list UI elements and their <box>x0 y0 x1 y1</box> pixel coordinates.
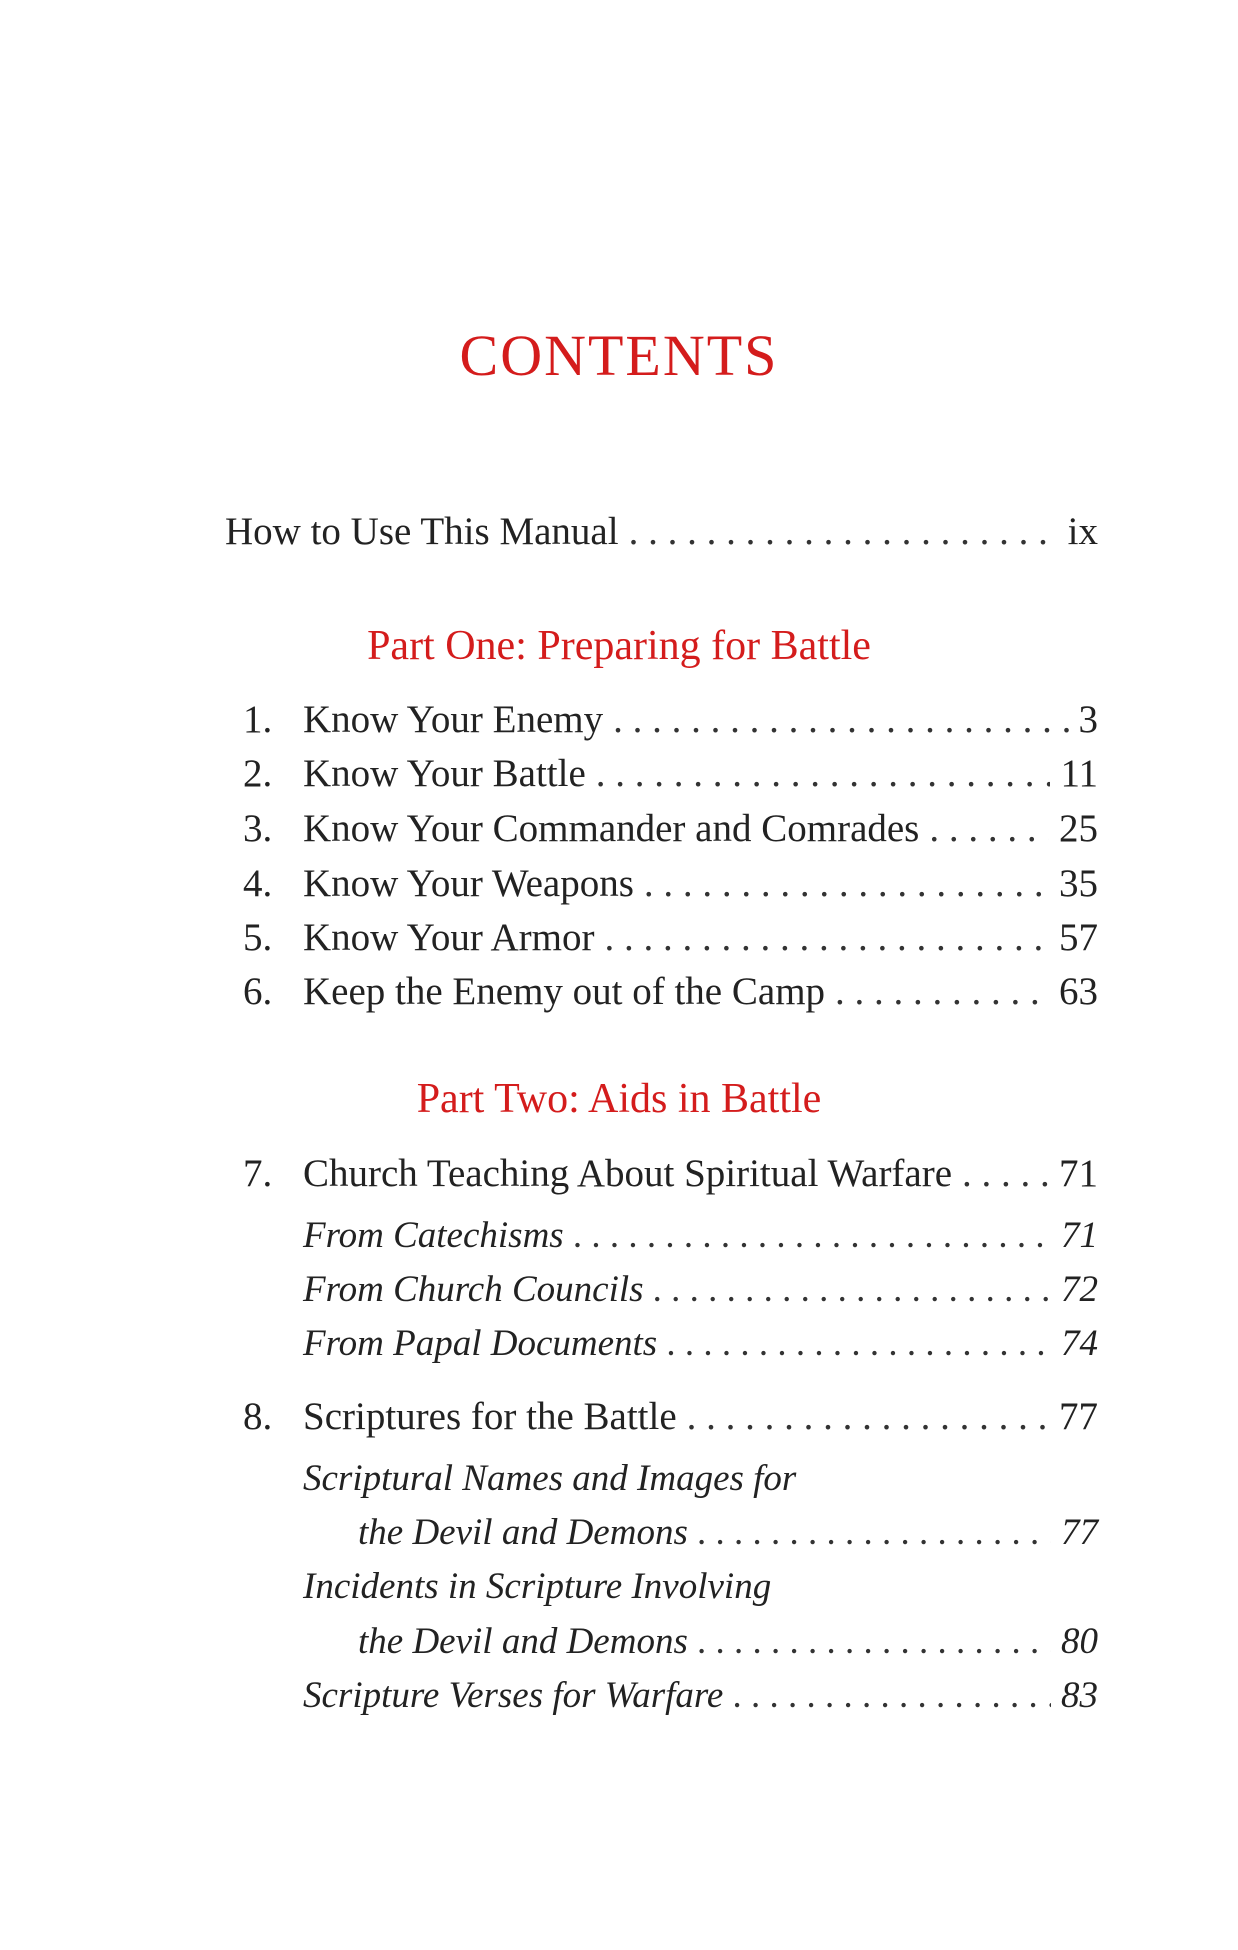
toc-page-number: 80 <box>1061 1621 1098 1662</box>
leader-dots <box>644 860 1049 908</box>
toc-chapter-2[interactable] <box>243 750 1098 798</box>
toc-entry-label: Know Your Commander and Comrades <box>303 807 920 850</box>
toc-entry-label: From Church Councils <box>303 1269 644 1310</box>
toc-section-incidents-line1[interactable]: Incidents in Scripture Involving <box>303 1566 772 1607</box>
toc-chapter-1[interactable] <box>243 696 1098 744</box>
toc-section-names[interactable] <box>358 1509 1098 1557</box>
toc-page-number: ix <box>1067 510 1098 553</box>
toc-entry-label: From Papal Documents <box>303 1323 658 1364</box>
leader-dots <box>604 914 1049 962</box>
leader-dots <box>574 1212 1051 1260</box>
leader-dots <box>596 750 1051 798</box>
toc-section-councils[interactable] <box>303 1266 1098 1314</box>
leader-dots <box>667 1320 1051 1368</box>
toc-page-number: 63 <box>1059 970 1098 1013</box>
toc-entry-label: Know Your Armor <box>303 916 595 959</box>
toc-page-number: 25 <box>1059 807 1098 850</box>
toc-page-number: 71 <box>1061 1215 1098 1256</box>
toc-page-number: 74 <box>1061 1323 1098 1364</box>
leader-dots <box>613 696 1068 744</box>
chapter-number: 6. <box>243 970 273 1013</box>
chapter-number: 2. <box>243 752 273 795</box>
chapter-number: 1. <box>243 698 273 741</box>
chapter-number: 5. <box>243 916 273 959</box>
toc-entry-label: the Devil and Demons <box>358 1512 688 1553</box>
toc-entry-label: From Catechisms <box>303 1215 564 1256</box>
leader-dots <box>698 1509 1051 1557</box>
toc-page-number: 57 <box>1059 916 1098 959</box>
toc-chapter-6[interactable] <box>243 968 1098 1016</box>
leader-dots <box>654 1266 1051 1314</box>
toc-page-number: 72 <box>1061 1269 1098 1310</box>
leader-dots <box>835 968 1049 1016</box>
toc-chapter-8[interactable] <box>243 1393 1098 1441</box>
part-one-heading: Part One: Preparing for Battle <box>367 623 871 669</box>
toc-entry-label: Church Teaching About Spiritual Warfare <box>303 1152 953 1195</box>
toc-section-incidents[interactable] <box>358 1618 1098 1666</box>
chapter-number: 4. <box>243 862 273 905</box>
toc-chapter-3[interactable] <box>243 805 1098 853</box>
page-title: CONTENTS <box>459 323 779 388</box>
leader-dots <box>929 805 1049 853</box>
toc-entry-label: Keep the Enemy out of the Camp <box>303 970 826 1013</box>
toc-section-verses[interactable] <box>303 1672 1098 1720</box>
toc-entry-label: Scriptures for the Battle <box>303 1395 677 1438</box>
toc-page-number: 3 <box>1078 698 1098 741</box>
toc-page-number: 83 <box>1061 1675 1098 1716</box>
toc-entry-label: How to Use This Manual <box>225 510 619 553</box>
toc-section-names-line1[interactable]: Scriptural Names and Images for <box>303 1458 797 1499</box>
toc-entry-label: Know Your Enemy <box>303 698 604 741</box>
chapter-number: 8. <box>243 1395 273 1438</box>
toc-page-number: 77 <box>1059 1395 1098 1438</box>
part-two-heading: Part Two: Aids in Battle <box>416 1076 822 1122</box>
chapter-number: 7. <box>243 1152 273 1195</box>
toc-entry-label: Scripture Verses for Warfare <box>303 1675 724 1716</box>
chapter-number: 3. <box>243 807 273 850</box>
toc-page-number: 71 <box>1059 1152 1098 1195</box>
toc-chapter-7[interactable] <box>243 1150 1098 1198</box>
toc-chapter-4[interactable] <box>243 860 1098 908</box>
toc-chapter-5[interactable] <box>243 914 1098 962</box>
toc-entry-label: Know Your Weapons <box>303 862 634 905</box>
toc-entry-intro[interactable] <box>225 508 1098 556</box>
leader-dots <box>962 1150 1049 1198</box>
leader-dots <box>687 1393 1049 1441</box>
toc-section-catechisms[interactable] <box>303 1212 1098 1260</box>
leader-dots <box>629 508 1058 556</box>
toc-page-number: 35 <box>1059 862 1098 905</box>
toc-section-papal[interactable] <box>303 1320 1098 1368</box>
toc-page-number: 11 <box>1060 752 1098 795</box>
toc-entry-label: Know Your Battle <box>303 752 586 795</box>
leader-dots <box>698 1618 1051 1666</box>
toc-page-number: 77 <box>1061 1512 1098 1553</box>
leader-dots <box>733 1672 1051 1720</box>
toc-entry-label: the Devil and Demons <box>358 1621 688 1662</box>
